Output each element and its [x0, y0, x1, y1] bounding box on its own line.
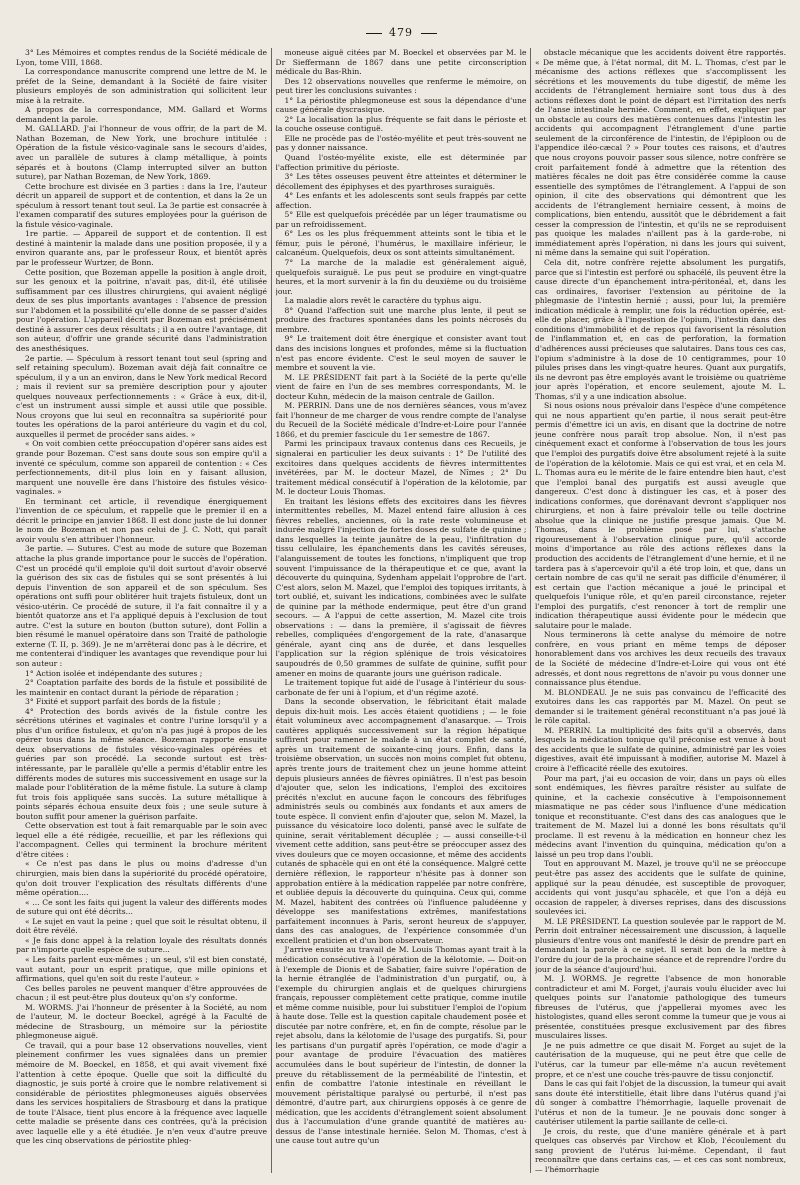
paragraph: Ces belles paroles ne peuvent manquer d'être approuvées de chacun ; il est peut-être plus douteux qu'on s'y conforme. [16, 983, 267, 1003]
paragraph: La correspondance manuscrite comprend une lettre de M. le préfet de la Seine, demandant à la Société de faire visiter plusieurs employés de son administration qui sollicitent leur mise à la retraite. [16, 67, 267, 105]
paragraph: 5° Elle est quelquefois précédée par un léger traumatisme ou par un refroidissement. [275, 210, 527, 229]
paragraph: Cette observation est tout à fait remarquable par le soin avec lequel elle a été rédigée, recueillie, et par les réflexions qui l'accompagnent. Celles qui terminent la brochure méritent d'être citées : [16, 821, 267, 859]
paragraph: 2e partie. — Spéculum à ressort tenant tout seul (spring and self retaining speculum). Bozeman avait déjà fait connaître ce spéculum, il y a un an environ, dans le New York medical Record ; mais il revient sur sa première description pour y ajouter quelques nouveaux perfectionnements : « Grâce à eux, dit-il, c'est un instrument aussi simple et aussi utile que possible. Nous croyons que lui seul en reconnaîtra sa supériorité pour toutes les opérations de la paroi antérieure du vagin et du col, auxquelles il permet de procéder sans aides. » [16, 353, 267, 439]
paragraph: En terminant cet article, il revendique énergiquement l'invention de ce spéculum, et rappelle que le premier il en a décrit le principe en janvier 1868. Il est donc juste de lui donner le nom de Bozeman et non pas celui de J. C. Nott, qui paraît avoir voulu s'en attribuer l'honneur. [16, 496, 267, 544]
page-number: 479 [389, 26, 413, 39]
paragraph: La maladie alors revêt le caractère du typhus aigu. [284, 296, 482, 306]
paragraph: Cette brochure est divisée en 3 parties : dans la 1re, l'auteur décrit un appareil de support et de contention, et dans la 2e un spéculum à ressort tenant tout seul. La 3e partie est consacrée à l'examen comparatif des sutures employées pour la guérison de la fistule vésico-vaginale. [16, 181, 267, 229]
paragraph: 3° Les têtes osseuses peuvent être atteintes et déterminer le décollement des épiphyses et des pyarthroses suraiguës. [275, 172, 527, 191]
paragraph: 8° Quand l'affection suit une marche plus lente, il peut se produire des fractures spontanées dans les points nécrosés du membre. [275, 305, 527, 334]
paragraph: 1re partie. — Appareil de support et de contention. Il est destiné à maintenir la malade dans une position proposée, il y a environ quarante ans, par le professeur Roux, et bientôt après par le professeur Wurtzer, de Bonn. [16, 229, 267, 268]
paragraph: M. J. WORMS. Je regrette l'absence de mon honorable contradicteur et ami M. Forget, j'aurais voulu élucider avec lui quelques points sur l'anatomie pathologique des tumeurs fibreuses de l'utérus, que j'appellerai myomes avec les histologistes, quand elles seront comme la tumeur que je vous ai présentée, constituées presque exclusivement par des fibres musculaires lisses. [535, 974, 786, 1041]
paragraph: Nous terminerons là cette analyse du mémoire de notre confrère, en vous priant en même temps de déposer honorablement dans vos archives les deux recueils des travaux de la Société de médecine d'Indre-et-Loire qui vous ont été adressés, et dont nous regrettons de n'avoir pu vous donner une connaissance plus étendue. [535, 630, 786, 688]
column-middle [276, 48, 527, 1173]
column-divider [530, 48, 531, 1173]
paragraph: Je ne puis admettre ce que disait M. Forget au sujet de la cautérisation de la muqueuse, qui ne peut être que celle de l'utérus, car la tumeur par elle-même n'a aucun revêtement propre, et ce n'est une couche très-pauvre de tissu conjonctif. [535, 1040, 786, 1079]
paragraph: 6° Les os les plus fréquemment atteints sont le tibia et le fémur, puis le péroné, l'humérus, le maxillaire inférieur, le calcanéum. Quelquefois, deux os sont atteints simultanément. [275, 229, 527, 258]
paragraph: obstacle mécanique que les accidents doivent être rapportés. « De même que, à l'état normal, dit M. L. Thomas, c'est par le mécanisme des actions réflexes que s'accomplissent les sécrétions et les mouvements du tube digestif, de même les accidents de l'étranglement herniaire sont tous dus à des actions réflexes dont le point de départ est l'irritation des nerfs de l'anse intestinale herniée. Comment, en effet, expliquer par un obstacle au cours des matières contenues dans l'intestin les accidents qui accompagnent l'étranglement d'une partie seulement de la circonférence de l'intestin, de l'épiploon ou de l'appendice iléo-cæcal ? » Pour toutes ces raisons, et d'autres que nous croyons pouvoir passer sous silence, notre confrère se croit parfaitement fondé à admettre que la rétention des matières fécales ne doit pas être considérée comme la cause essentielle des symptômes de l'étranglement. A l'appui de son opinion, il cite des observations qui démontrent que les accidents de l'étranglement herniaire cessent, à moins de complications, bien entendu, aussitôt que le débridement a fait cesser la compression de l'intestin, et qu'ils ne se reproduisent pas quoique les malades n'aillent pas à la garde-robe, ni immédiatement après l'opération, ni dans les jours qui suivent, ni même dans la semaine qui suit l'opération. [535, 48, 786, 258]
paragraph: Dans le cas qui fait l'objet de la discussion, la tumeur qui avait sans doute été interstitielle, était libre dans l'utérus quand j'ai dû songer à combattre l'hémorrhagie, laquelle provenait de l'utérus et non de la tumeur. Je ne pouvais donc songer à cautériser utilement la partie saillante de celle-ci. [535, 1079, 786, 1127]
paragraph: « On voit combien cette préoccupation d'opérer sans aides est grande pour Bozeman. C'est sans doute sous son empire qu'il a inventé ce spéculum, comme son appareil de contention : « Ces perfectionnements, dit-il plus loin en y faisant allusion, marquent une nouvelle ère dans l'histoire des fistules vésico-vaginales. » [16, 439, 267, 497]
paragraph: M. PERRIN. La multiplicité des faits qu'il a observés, dans lesquels la médication tonique qu'il préconise est venue à bout des accidents que le sulfate de quinine, administré par les voies digestives, avait été impuissant à modifier, autorise M. Mazel à croire à l'efficacité réelle des exutoires. [535, 725, 786, 774]
paragraph: Parmi les principaux travaux contenus dans ces Recueils, je signalerai en particulier les deux suivants : 1° De l'utilité des excitoires dans quelques accidents de fièvres intermittentes invétérées, par M. le docteur Mazel, de Nîmes ; 2° Du traitement médical consécutif à l'opération de la kélotomie, par M. le docteur Louis Thomas. [275, 439, 527, 497]
paragraph: M. GALLARD. J'ai l'honneur de vous offrir, de la part de M. Nathan Bozeman, de New York, une brochure intitulée : Opération de la fistule vésico-vaginale sans le secours d'aides, avec un parallèle de sutures à clamp métallique, à points séparés et à boutons (Clamp interrupted silver an button suture), par Nathan Bozeman, de New York, 1869. [16, 124, 267, 182]
paragraph: Dans la seconde observation, le fébricitant était malade depuis dix-huit mois. Les accès étaient quotidiens ; — le foie était volumineux avec accompagnement d'anasarque. — Trois cautères appliqués successivement sur la région hépatique suffirent pour ramener le malade à un état complet de santé, après un traitement de soixante-cinq jours. Enfin, dans la troisième observation, un succès non moins complet fut obtenu, après trente jours de traitement chez un jeune homme atteint depuis plusieurs années de fièvres opiniâtres. Il n'est pas besoin d'ajouter que, selon les indications, l'emploi des excitoires précités n'exclut en aucune façon le concours des fébrifuges administrés seuls ou combinés aux fondants et aux amers de toute espèce. Il convient enfin d'ajouter que, selon M. Mazel, la puissance du vésicatoire loco dolenti, pansé avec le sulfate de quinine, serait véritablement décuplée ; — aussi conseille-t-il vivement cette addition, sans peut-être se préoccuper assez des vives douleurs que ce moyen occasionne, et même des accidents cutanés de sphacèle qui en ont été la conséquence. Malgré cette dernière réflexion, le rapporteur n'hésite pas à donner son approbation entière à la médication rappelée par notre confrère, et oubliée depuis la découverte du quinquina. Ceux qui, comme M. Mazel, habitent des contrées où l'influence paludéenne y développe ses manifestations extrêmes, manifestations parfaitement inconnues à Paris, seront heureux de s'appuyer, dans des cas analogues, de l'expérience consommée d'un excellent praticien et d'un bon observateur. [275, 697, 527, 945]
paragraph: M. WORMS. J'ai l'honneur de présenter à la Société, au nom de l'auteur, M. le docteur Boeckel, agrégé à la Faculté de médecine de Strasbourg, un mémoire sur la périostite phlegmoneuse aiguë. [16, 1002, 267, 1041]
paragraph: M. LE PRÉSIDENT fait part à la Société de la perte qu'elle vient de faire en l'un de ses membres correspondants, M. le docteur Kuhn, médecin de la maison centrale de Gaillon. [275, 372, 527, 401]
paragraph: 4° Protection des bords avivés de la fistule contre les sécrétions utérines et vaginales et contre l'urine lorsqu'il y a plus d'un orifice fistuleux, et qu'on n'a pas jugé à propos de les opérer tous dans la même séance. Bozeman rapporte ensuite deux observations de fistules vésico-vaginales opérées et guéries par son procédé. La seconde surtout est très-intéressante, par le parallèle qu'elle a permis d'établir entre les différents modes de sutures mis successivement en usage sur la malade pour l'oblitération de la même fistule. La suture à clamp fut trois fois appliquée sans succès. La suture métallique à points séparés échoua ensuite deux fois ; une seule suture à bouton suffit pour amener la guérison parfaite. [16, 706, 267, 821]
paragraph: En traitant les lésions effets des excitoires dans les fièvres intermittentes rebelles, M. Mazel entend faire allusion à ces fièvres rebelles, anciennes, où la rate reste volumineuse et indurée malgré l'injection de fortes doses de sulfate de quinine ; dans lesquelles la teinte jaunâtre de la peau, l'infiltration du tissu cellulaire, les épanchements dans les cavités séreuses, l'alanguissement de toutes les fonctions, n'impliquent que trop souvent l'impuissance de la thérapeutique et ce que, avant la découverte du quinquina, Sydenham appelait l'opprobre de l'art. C'est alors, selon M. Mazel, que l'emploi des topiques irritants, à tort oublié, et, suivant les indications, combinées avec le sulfate de quinine par la méthode endermique, peut être d'un grand secours. — A l'appui de cette assertion, M. Mazel cite trois observations : — dans la première, il s'agissait de fièvres rebelles, compliquées d'engorgement de la rate, d'anasarque générale, ayant cinq ans de durée, et dans lesquelles l'application sur la région splénique de trois vésicatoires saupoudrés de 0,50 grammes de sulfate de quinine, suffit pour amener en moins de quarante jours une guérison radicale. [275, 496, 527, 678]
paragraph: M. BLONDEAU. Je ne suis pas convaincu de l'efficacité des exutoires dans les cas rapportés par M. Mazel. On peut se demander si le traitement général reconstituant n'a pas joué là le rôle capital. [535, 687, 786, 726]
header-rule-left [366, 33, 382, 34]
paragraph: M. LE PRÉSIDENT. La question soulevée par le rapport de M. Perrin doit entraîner nécessairement une discussion, à laquelle plusieurs d'entre vous ont manifesté le désir de prendre part en demandant la parole à ce sujet. Il serait bon de la mettre à l'ordre du jour de la prochaine séance et de reprendre l'ordre du jour de la séance d'aujourd'hui. [535, 916, 786, 974]
column-right [535, 48, 786, 1173]
header-rule-right [421, 33, 437, 34]
paragraph: moneuse aiguë citées par M. Boeckel et observées par M. le Dr Sieffermann de 1867 dans une petite circonscription médicale du Bas-Rhin. [275, 48, 527, 77]
paragraph: « Le sujet en vaut la peine ; quel que soit le résultat obtenu, il doit être révélé. [16, 916, 267, 936]
paragraph: Le traitement topique fut aidé de l'usage à l'intérieur du sous-carbonate de fer uni à l'opium, et d'un régime azoté. [275, 678, 527, 697]
paragraph: Quand l'ostéo-myélite existe, elle est déterminée par l'affection primitive du périoste. [275, 153, 527, 172]
column-divider [271, 48, 272, 1173]
text-columns [16, 48, 786, 1173]
paragraph: A propos de la correspondance, MM. Gallard et Worms demandent la parole. [16, 105, 267, 124]
paragraph: 3° Fixité et support parfait des bords de la fistule ; [25, 697, 221, 707]
paragraph: Si nous osions nous prévaloir dans l'espèce d'une compétence qui ne nous appartient qu'en partie, il nous serait peut-être permis d'émettre ici un avis, en disant que la doctrine de notre jeune confrère nous paraît trop absolue. Non, il n'est pas cinéquement exact et conforme à l'observation de tous les jours que l'emploi des purgatifs doive être absolument rejeté à la suite de l'opération de la kélotomie. Mais ce qui est vrai, et en cela M. L. Thomas aura eu le mérite de le faire entendre bien haut, c'est que l'emploi banal des purgatifs est aussi aveugle que dangereux. C'est donc à distinguer les cas, et à poser des indications conformes, que dorénavant devront s'appliquer nos chirurgiens, et non à faire prévaloir telle ou telle doctrine absolue que la clinique ne justifie presque jamais. Que M. Thomas, dans le problème posé par lui, s'attache rigoureusement à l'observation clinique pure, qu'il accorde moins d'importance au rôle des actions réflexes dans la production des accidents de l'étranglement d'une hernie, et il ne tardera pas à s'apercevoir qu'il a été trop loin, et que, dans un certain nombre de cas qu'il ne serait pas difficile d'énumérer, il est certain que l'action mécanique a joué le principal et quelquefois l'unique rôle, et qu'en pareil circonstance, rejeter l'emploi des purgatifs, c'est renoncer à tort de remplir une indication thérapeutique aussi évidente pour le médecin que salutaire pour le malade. [535, 401, 786, 630]
paragraph: Cela dit, notre confrère rejette absolument les purgatifs, parce que si l'intestin est perforé ou sphacélé, ils peuvent être la cause directe d'un épanchement intra-péritonéal, et, dans les cas ordinaires, favoriser l'extension au péritoine de la phlegmasie de l'intestin hernié ; aussi, pour lui, la première indication médicale à remplir, une fois la réduction opérée, est-elle de placer, grâce à l'ingestion de l'opium, l'intestin dans des conditions d'immobilité et de repos qui favorisent la résolution de l'inflammation et, en cas de perforation, la formation d'adhérences aussi précieuses que salutaires. Dans tous ces cas, l'opium s'administre à la dose de 10 centigrammes, pour 10 pilules prises dans les vingt-quatre heures. Quant aux purgatifs, ils ne devront pas être employés avant le troisième ou quatrième jour après l'opération, et encore seulement, ajoute M. L. Thomas, s'il y a une indication absolue. [535, 258, 786, 401]
paragraph: Des 12 observations nouvelles que renferme le mémoire, on peut tirer les conclusions suivantes : [275, 76, 527, 96]
paragraph: 1° La périostite phlegmoneuse est sous la dépendance d'une cause générale dyscrasique. [275, 95, 527, 115]
paragraph: 2° Coaptation parfaite des bords de la fistule et possibilité de les maintenir en contact durant la période de réparation ; [16, 678, 267, 697]
paragraph: « Les faits parlent eux-mêmes ; un seul, s'il est bien constaté, vaut autant, pour un esprit pratique, que mille opinions et affirmations, quel qu'en soit du reste l'auteur. » [16, 954, 267, 984]
paragraph: Tout en approuvant M. Mazel, je trouve qu'il ne se préoccupe peut-être pas assez des accidents que le sulfate de quinine, appliqué sur la peau dénudée, est susceptible de provoquer, accidents qui vont jusqu'au sphacèle, et que l'on a déjà eu occasion de rappeler, à diverses reprises, dans des discussions soulevées ici. [535, 859, 786, 917]
paragraph: Elle ne procède pas de l'ostéo-myélite et peut très-souvent ne pas y donner naissance. [275, 133, 527, 153]
paragraph: Pour ma part, j'ai eu occasion de voir, dans un pays où elles sont endémiques, les fièvres paraître résister au sulfate de quinine, et la cachexie consécutive à l'empoisonnement miasmatique ne pas céder sous l'influence d'une médication tonique et reconstituante. C'est dans des cas analogues que le traitement de M. Mazel lui a donné les bons résultats qu'il proclame. Il est revenu à la médication en honneur chez les médecins avant l'invention du quinquina, médication qu'on a laissé un peu trop dans l'oubli. [535, 773, 786, 859]
paragraph: Je crois, du reste, que d'une manière générale et à part quelques cas observés par Virchow et Klob, l'écoulement du sang provient de l'utérus lui-même. Cependant, il faut reconnaître que dans certains cas, — et ces cas sont nombreux, — l'hémorrhagie [535, 1126, 786, 1173]
paragraph: 3° Les Mémoires et comptes rendus de la Société médicale de Lyon, tome VIII, 1868. [16, 48, 267, 67]
paragraph: 9° Le traitement doit être énergique et consister avant tout dans des incisions longues et profondes, même si la fluctuation n'est pas encore évidente. C'est le seul moyen de sauver le membre et souvent la vie. [275, 334, 527, 373]
paragraph: 4° Les enfants et les adolescents sont seuls frappés par cette affection. [275, 191, 527, 210]
column-left [16, 48, 267, 1173]
paragraph: « ... Ce sont les faits qui jugent la valeur des différents modes de suture qui ont été décrits... [16, 897, 267, 917]
paragraph: Ce travail, qui a pour base 12 observations nouvelles, vient pleinement confirmer les vues signalées dans un premier mémoire de M. Boeckel, en 1858, et qui avait vivement fixé l'attention à cette époque. Quelle que soit la difficulté du diagnostic, je suis porté à croire que le nombre relativement si considérable de périostites phlegmoneuses aiguës observées dans les services hospitaliers de Strasbourg et dans la pratique de toute l'Alsace, tient plus encore à la fréquence avec laquelle cette maladie se présente dans ces contrées, qu'à la précision avec laquelle elle y a été étudiée. Je n'en veux d'autre preuve que les cinq observations de périostite phleg- [16, 1040, 267, 1146]
paragraph: Cette position, que Bozeman appelle la position à angle droit, sur les genoux et la poitrine, n'avait pas, dit-il, été utilisée suffisamment par ces illustres chirurgiens, qui avaient négligé deux de ses plus importants avantages : l'absence de pression sur l'abdomen et la possibilité qu'elle donne de se passer d'aides pour l'opération. L'appareil décrit par Bozeman est précisément destiné à assurer ces deux résultats ; il a en outre l'avantage, dit son auteur, d'offrir une grande sécurité dans l'administration des anesthésiques. [16, 267, 267, 353]
paragraph: « Je fais donc appel à la relation loyale des résultats donnés par n'importe quelle espèce de suture... [16, 935, 267, 955]
paragraph: 3e partie. — Sutures. C'est au mode de suture que Bozeman attache la plus grande importance pour le succès de l'opération. C'est un procédé qu'il emploie qu'il doit surtout d'avoir observé la guérison des six cas de fistules qui se sont présentés à lui depuis l'invention de son appareil et de son spéculum. Ses opérations ont suffi pour oblitérer huit trajets fistuleux, dont un vésico-utérin. Ce procédé de suture, il l'a fait connaître il y a bientôt quatorze ans et l'a appliqué depuis à l'exclusion de tout autre. C'est la suture en bouton (button suture), dont Follin a bien résumé le manuel opératoire dans son Traité de pathologie externe (T. II, p. 369). Je ne m'arrêterai donc pas à le décrire, et me contenterai d'indiquer les avantages que revendique pour lui son auteur : [16, 544, 267, 668]
paragraph: 7° La marche de la maladie est généralement aiguë, quelquefois suraiguë. Le pus peut se produire en vingt-quatre heures, et la mort survenir à la fin du deuxième ou du troisième jour. [275, 258, 527, 296]
paragraph: 2° La localisation la plus fréquente se fait dans le périoste et la couche osseuse contiguë. [275, 114, 527, 134]
page-header [16, 26, 786, 42]
paragraph: J'arrive ensuite au travail de M. Louis Thomas ayant trait à la médication consécutive à l'opération de la kélotomie. — Doit-on à l'exemple de Dionis et de Sabatier, faire suivre l'opération de la hernie étranglée de l'administration d'un purgatif, ou, à l'exemple du chirurgien anglais et de quelques chirurgiens français, repousser complètement cette pratique, comme inutile et même comme nuisible, pour lui substituer l'emploi de l'opium à haute dose. Telle est la question capitale chaudement posée et discutée par notre confrère, et, en fin de compte, résolue par le rejet absolu, dans la kélotomie de l'usage des purgatifs. Si, pour les partisans d'un purgatif après l'opération, ce mode d'agir a pour avantage de produire l'évacuation des matières accumulées dans le bout supérieur de l'intestin, de donner la preuve du rétablissement de la perméabilité de l'intestin, et enfin de combattre l'atonie intestinale en réveillant le mouvement péristaltique paralysé ou perturbé, il n'est pas démontré, d'autre part, aux chirurgiens opposés à ce genre de médication, que les accidents d'étranglement soient absolument dus à l'accumulation d'une grande quantité de matières au-dessus de l'anse intestinale herniée. Selon M. Thomas, c'est à une cause tout autre qu'un [275, 945, 527, 1146]
paragraph: « Ce n'est pas dans le plus ou moins d'adresse d'un chirurgien, mais bien dans la supériorité du procédé opératoire, qu'on doit trouver l'explication des résultats différents d'une même opération.... [16, 859, 267, 898]
paragraph: 1° Action isolée et indépendante des sutures ; [25, 668, 203, 678]
paragraph: M. PERRIN. Dans une de nos dernières séances, vous m'avez fait l'honneur de me charger de vous rendre compte de l'analyse du Recueil de la Société médicale d'Indre-et-Loire pour l'année 1866, et du premier fascicule du 1er semestre de 1867. [275, 401, 527, 439]
